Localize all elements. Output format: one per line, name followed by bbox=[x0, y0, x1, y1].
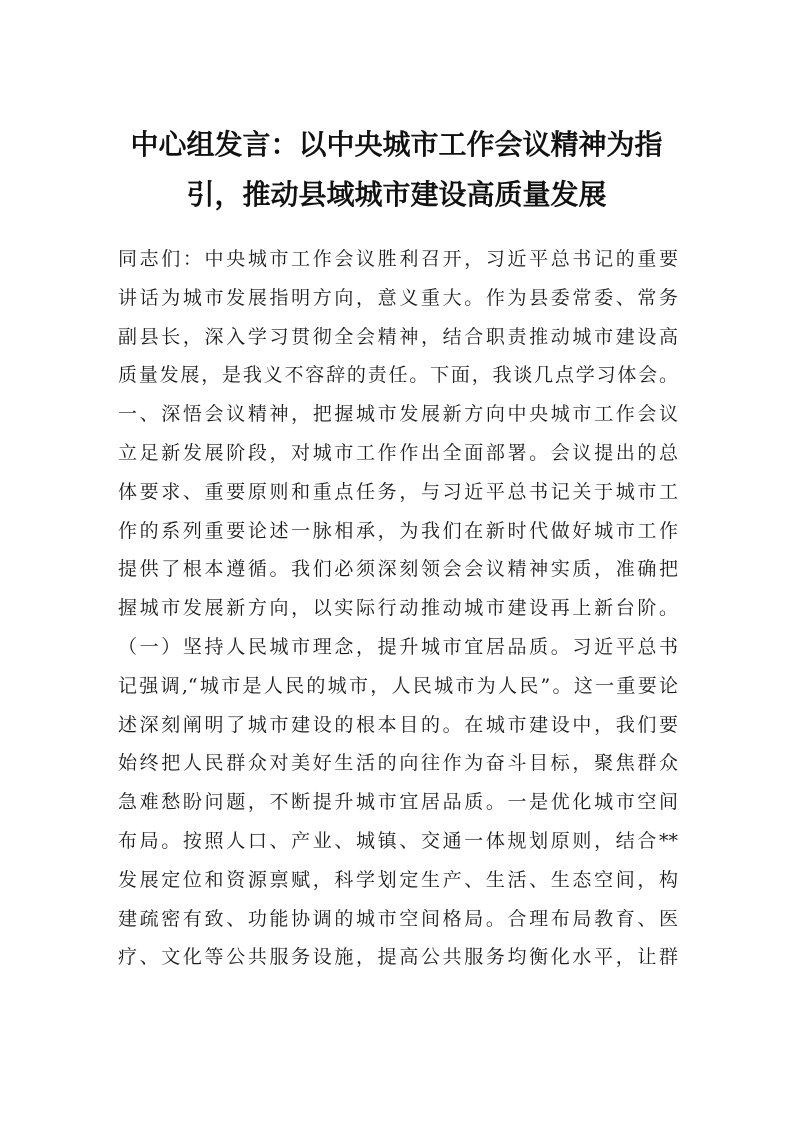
body-line: 建疏密有致、功能协调的城市空间格局。合理布局教育、医 bbox=[118, 907, 678, 930]
body-line: 发展定位和资源禀赋，科学划定生产、生活、生态空间，构 bbox=[118, 868, 678, 891]
body-line: 体要求、重要原则和重点任务，与习近平总书记关于城市工 bbox=[118, 480, 678, 503]
body-line: 急难愁盼问题，不断提升城市宜居品质。一是优化城市空间 bbox=[118, 791, 678, 814]
body-line: 始终把人民群众对美好生活的向往作为奋斗目标，聚焦群众 bbox=[118, 752, 678, 775]
body-line: 讲话为城市发展指明方向，意义重大。作为县委常委、常务 bbox=[118, 286, 678, 309]
body-line: 质量发展，是我义不容辞的责任。下面，我谈几点学习体会。 bbox=[118, 364, 678, 387]
body-line: 握城市发展新方向，以实际行动推动城市建设再上新台阶。 bbox=[118, 597, 678, 620]
body-line: 记强调,“城市是人民的城市，人民城市为人民”。这一重要论 bbox=[118, 674, 678, 697]
document-title-line-2: 引，推动县域城市建设高质量发展 bbox=[186, 178, 607, 211]
body-line: 作的系列重要论述一脉相承，为我们在新时代做好城市工作 bbox=[118, 519, 678, 542]
body-line: 同志们：中央城市工作会议胜利召开，习近平总书记的重要 bbox=[118, 248, 678, 270]
document-title-line-1: 中心组发言：以中央城市工作会议精神为指 bbox=[130, 128, 663, 161]
body-line: （一）坚持人民城市理念，提升城市宜居品质。习近平总书 bbox=[118, 635, 678, 658]
body-line: 副县长，深入学习贯彻全会精神，结合职责推动城市建设高 bbox=[118, 325, 678, 348]
body-line: 一、深悟会议精神，把握城市发展新方向中央城市工作会议 bbox=[118, 403, 678, 426]
body-line: 疗、文化等公共服务设施，提高公共服务均衡化水平，让群 bbox=[118, 946, 678, 969]
body-line: 布局。按照人口、产业、城镇、交通一体规划原则，结合** bbox=[118, 829, 678, 852]
body-line: 述深刻阐明了城市建设的根本目的。在城市建设中，我们要 bbox=[118, 713, 678, 736]
body-line: 立足新发展阶段，对城市工作作出全面部署。会议提出的总 bbox=[118, 441, 678, 464]
body-line: 提供了根本遵循。我们必须深刻领会会议精神实质，准确把 bbox=[118, 558, 678, 581]
document-body bbox=[118, 240, 678, 977]
